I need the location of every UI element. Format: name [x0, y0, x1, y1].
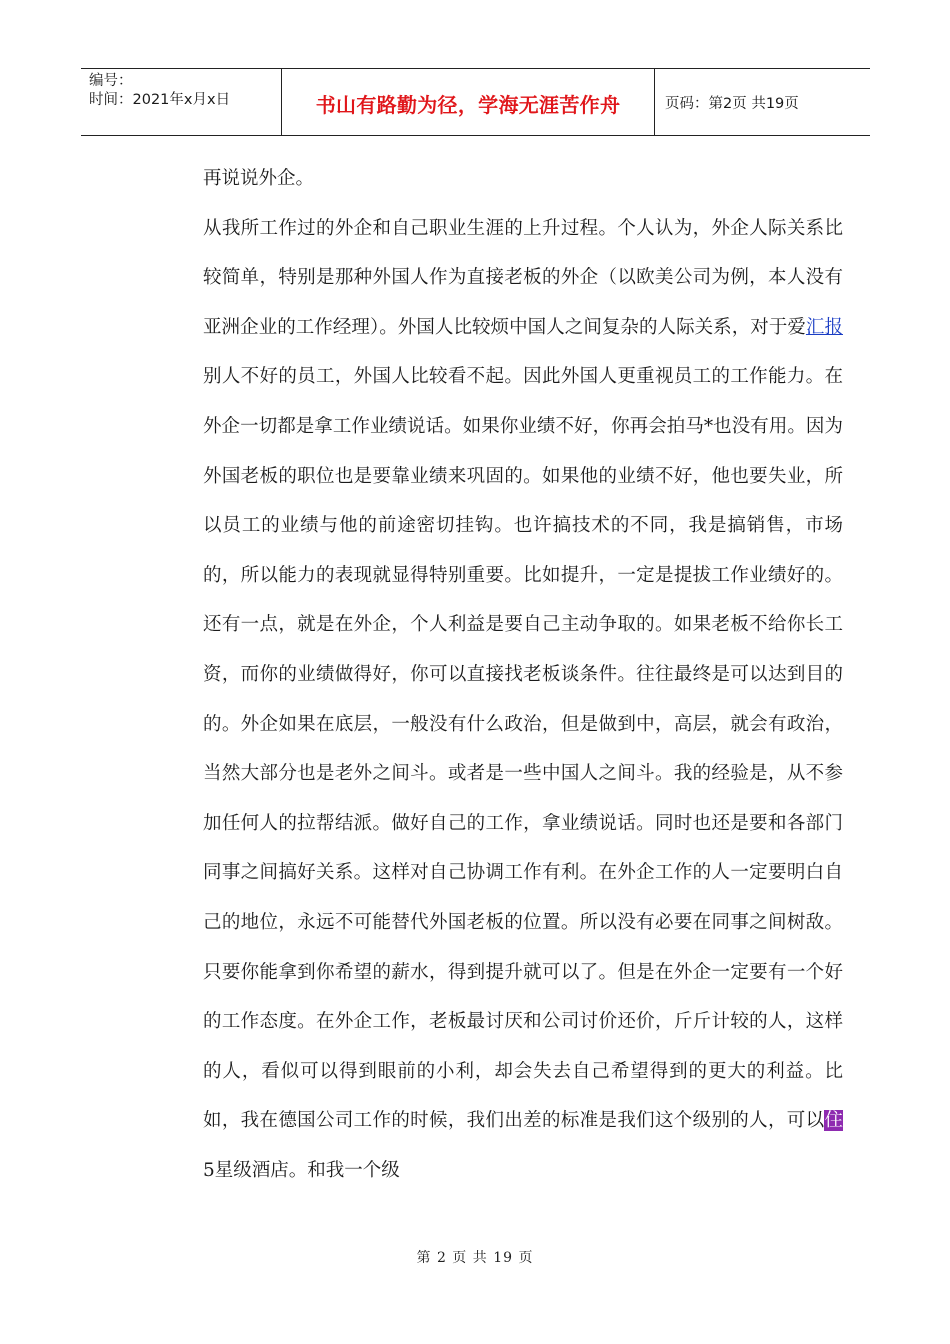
- page-header: [81, 68, 870, 136]
- page-footer: 第 2 页 共 19 页: [416, 1250, 534, 1266]
- header-page-info: 页码：第2页 共19页: [665, 95, 799, 112]
- header-page-cell: [655, 69, 870, 135]
- document-number-label: 编号：: [89, 73, 133, 89]
- header-motto-cell: [282, 69, 655, 135]
- document-body: [203, 154, 843, 1195]
- paragraph-text-middle: 别人不好的员工，外国人比较看不起。因此外国人更重视员工的工作能力。在外企一切都是拿工作业绩说话。如果你业绩不好，你再会拍马*也没有用。因为外国老板的职位也是要靠业绩来巩固的。如果他的业绩不好，他也要失业，所以员工的业绩与他的前途密切挂钩。也许搞技术的不同，我是搞销售，市场的，所以能力的表现就显得特别重要。比如提升，一定是提拔工作业绩好的。还有一点，就是在外企，个人利益是要自己主动争取的。如果老板不给你长工资，而你的业绩做得好，你可以直接找老板谈条件。往往最终是可以达到目的的。外企如果在底层，一般没有什么政治，但是做到中，高层，就会有政治，当然大部分也是老外之间斗。或者是一些中国人之间斗。我的经验是，从不参加任何人的拉帮结派。做好自己的工作，拿业绩说话。同时也还是要和各部门同事之间搞好关系。这样对自己协调工作有利。在外企工作的人一定要明白自己的地位，永远不可能替代外国老板的位置。所以没有必要在同事之间树敌。只要你能拿到你希望的薪水，得到提升就可以了。但是在外企一定要有一个好的工作态度。在外企工作，老板最讨厌和公司讨价还价，斤斤计较的人，这样的人，看似可以得到眼前的小利，却会失去自己希望得到的更大的利益。比如，我在德国公司工作的时候，我们出差的标准是我们这个级别的人，可以: [203, 366, 843, 1132]
- paragraph-intro: 再说说外企。: [203, 168, 315, 189]
- header-meta-cell: [81, 69, 282, 135]
- document-date-label: 时间：2021年x月x日: [89, 92, 231, 108]
- header-motto: 书山有路勤为径，学海无涯苦作舟: [315, 92, 621, 117]
- report-link[interactable]: 汇报: [805, 316, 843, 338]
- paragraph-text-start: 从我所工作过的外企和自己职业生涯的上升过程。个人认为，外企人际关系比较简单，特别是那种外国人作为直接老板的外企（以欧美公司为例，本人没有亚洲企业的工作经理）。外国人比较烦中国人之间复杂的人际关系，对于爱: [203, 217, 843, 338]
- highlighted-word: 住: [824, 1110, 843, 1132]
- paragraph-main: [203, 204, 843, 1196]
- paragraph-text-end: 5星级酒店。和我一个级: [203, 1159, 400, 1181]
